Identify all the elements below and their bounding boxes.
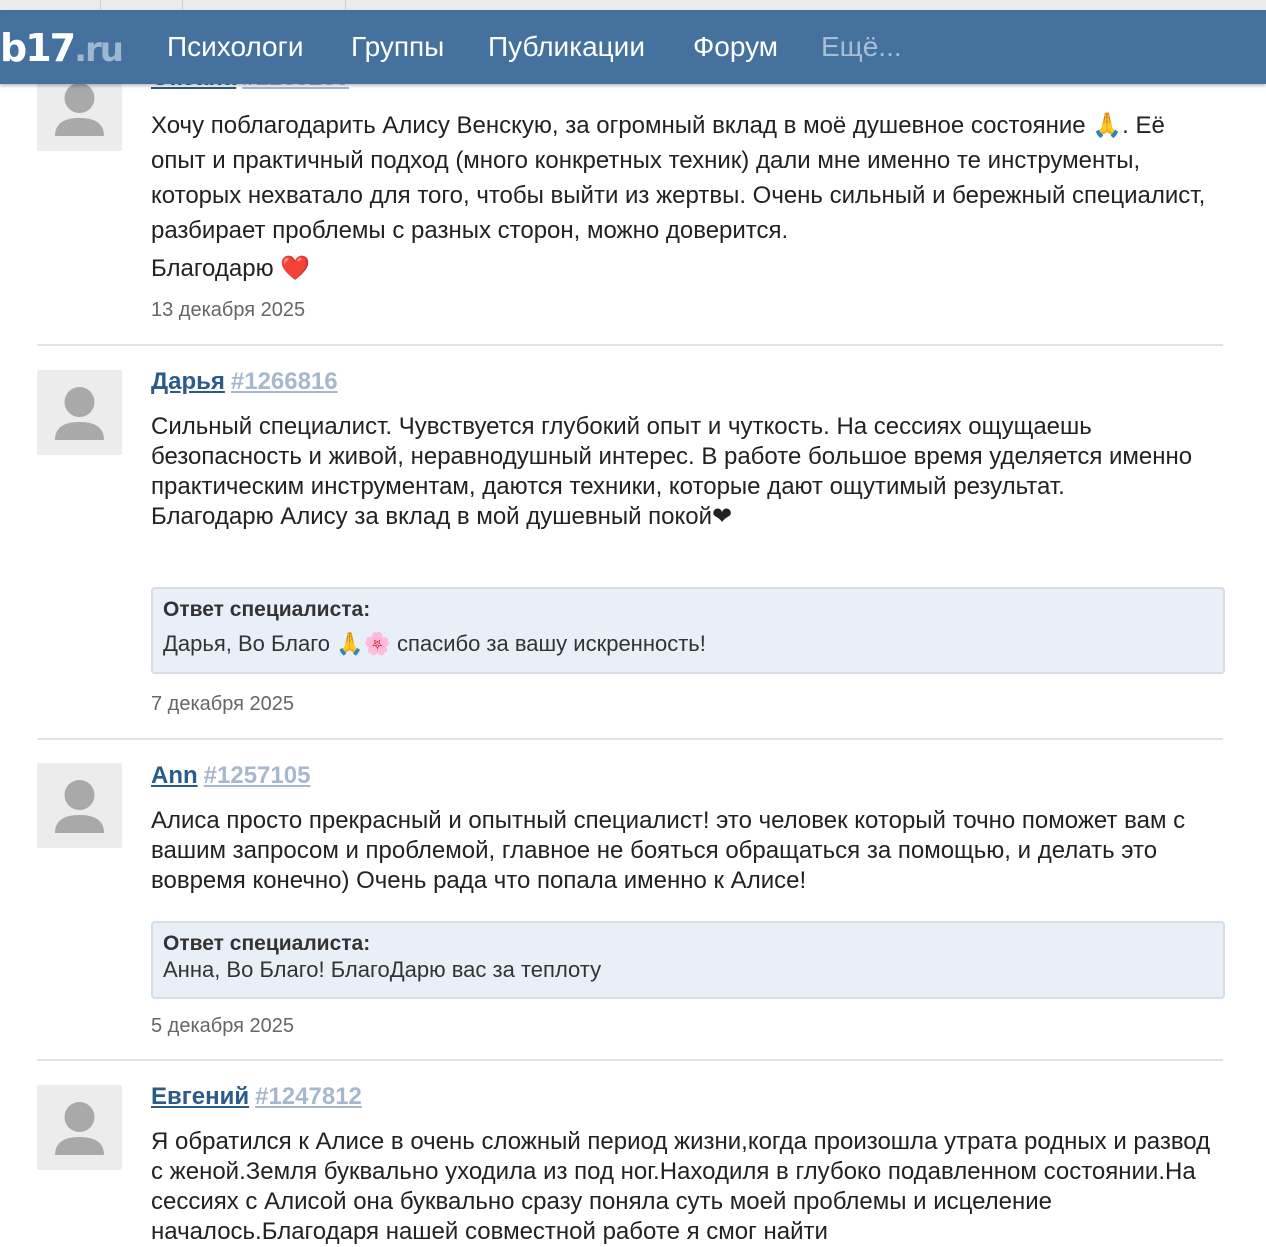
avatar[interactable]: [37, 763, 122, 848]
author-name-link[interactable]: Ann: [151, 762, 198, 789]
review-paragraph: Сильный специалист. Чувствуется глубокий опыт и чуткость. На сессиях ощущаешь безопасность и живой, неравнодушный интерес. В работе большое время уделяется именно практическим инструментам, даются техники, которые дают ощутимый результат.: [151, 413, 1193, 500]
review-date: 13 декабря 2025: [151, 299, 306, 321]
logo-domain: .ru: [74, 30, 122, 70]
logo-main: b17: [0, 26, 75, 70]
divider: [37, 1059, 1223, 1061]
review-paragraph: Благодарю ❤️: [151, 255, 311, 282]
review-text: [151, 1127, 1221, 1247]
specialist-answer: [151, 921, 1225, 999]
review-date: 5 декабря 2025: [151, 1015, 295, 1037]
avatar[interactable]: [37, 1085, 122, 1170]
review-number-link[interactable]: #1247812: [255, 1083, 362, 1110]
browser-top-strip: [0, 0, 1266, 10]
review-paragraph: Хочу поблагодарить Алису Венскую, за огромный вклад в моё душевное состояние 🙏. Её опыт и практичный подход (много конкретных техник) дали мне именно те инструменты, которых нехватало для того, чтобы выйти из жертвы. Очень сильный и бережный специалист, разбирает проблемы с разных сторон, можно доверится.: [151, 112, 1206, 244]
specialist-answer: [151, 587, 1225, 674]
divider: [37, 738, 1223, 740]
nav-psychologists[interactable]: Психологи: [167, 31, 304, 62]
divider: [37, 344, 1223, 346]
top-navbar: [0, 10, 1266, 84]
review-author: [151, 368, 338, 396]
review-paragraph: Алиса просто прекрасный и опытный специалист! это человек который точно поможет вам с вашим запросом и проблемой, главное не бояться обращаться за помощью, и делать это вовремя конечно) Очень рада что попала именно к Алисе!: [151, 807, 1186, 894]
review-text: [151, 108, 1221, 290]
author-name-link[interactable]: Евгений: [151, 1083, 250, 1110]
answer-text: Дарья, Во Благо 🙏🌸 спасибо за вашу искренность!: [163, 631, 706, 656]
answer-text: Анна, Во Благо! БлагоДарю вас за теплоту: [163, 957, 602, 982]
review-paragraph: Благодарю Алису за вклад в мой душевный покой❤: [151, 503, 733, 530]
answer-title: Ответ специалиста:: [163, 598, 371, 621]
review-paragraph: Я обратился к Алисе в очень сложный период жизни,когда произошла утрата родных и развод с женой.Земля буквально уходила из под ног.Находиля в глубоко подавленном состоянии.На сессиях с Алисой она буквально сразу поняла суть моей проблемы и исцеление началось.Благодаря нашей совместной работе я смог найти: [151, 1128, 1211, 1245]
review-text: [151, 806, 1221, 896]
avatar[interactable]: [37, 370, 122, 455]
nav-forum[interactable]: Форум: [693, 31, 779, 62]
author-name-link[interactable]: Дарья: [151, 368, 225, 395]
answer-title: Ответ специалиста:: [163, 932, 371, 955]
review-date: 7 декабря 2025: [151, 693, 295, 715]
review-author: [151, 762, 310, 790]
review-number-link[interactable]: #1266816: [230, 368, 338, 395]
review-number-link[interactable]: #1257105: [203, 762, 311, 789]
review-author: [151, 1083, 362, 1111]
nav-publications[interactable]: Публикации: [488, 31, 645, 62]
site-logo[interactable]: [0, 28, 122, 68]
review-text: [151, 412, 1221, 532]
nav-groups[interactable]: Группы: [351, 31, 445, 62]
nav-more[interactable]: Ещё...: [821, 31, 902, 62]
